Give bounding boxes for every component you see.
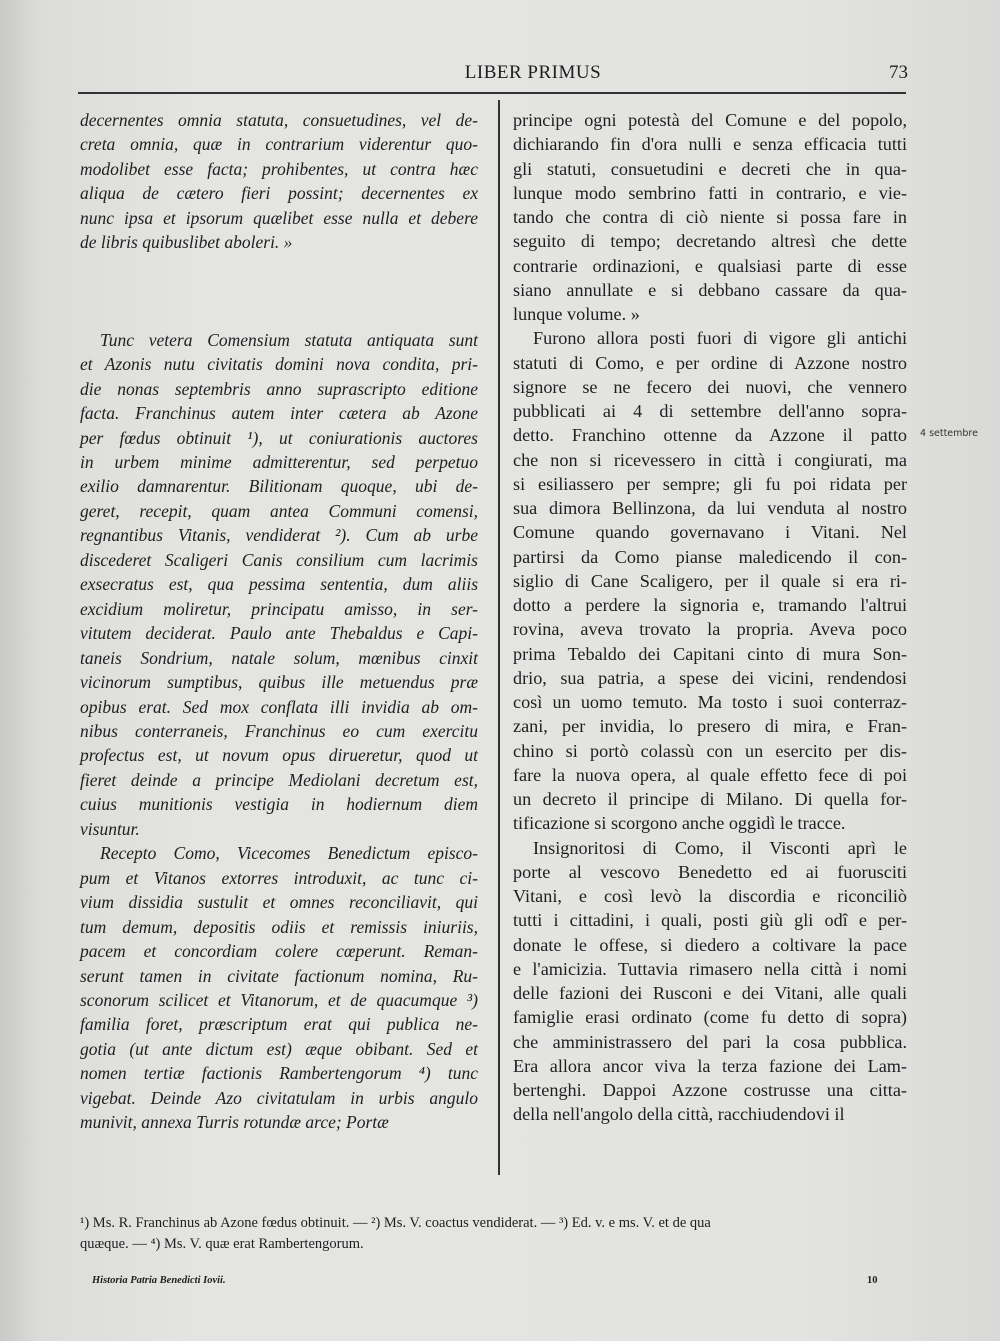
text-line: signore se ne fecero dei nuovi, che vennero [513,376,907,397]
text-line: detto. Franchino ottenne da Azzone il patto [513,425,907,446]
text-line: tutti i cittadini, i quali, posti giù gli odî e per- [513,910,907,931]
text-line: e l'amicizia. Tuttavia rimasero nella città i nomi [513,958,907,979]
header-rule [78,92,906,94]
text-line: vium dissidia sustulit et omnes reconciliavit, qui [80,892,478,913]
text-line: pum et Vitanos extorres introduxit, ac tunc ci- [80,867,478,888]
margin-note: 4 settembre [920,428,978,439]
text-line: modolibet esse facta; prohibentes, ut contra hæc [80,158,478,179]
text-line: vicinorum sumptibus, quibus ille metuendus præ [80,672,478,693]
text-line: zani, per invidia, lo presero di mira, e Fran- [513,716,907,737]
footer-signature-number: 10 [867,1275,878,1286]
text-line: della nell'angolo della città, racchiudendovi il [513,1104,845,1125]
latin-paragraph-2 [80,328,478,842]
text-line: tum demum, depositis odiis et remissis iniuriis, [80,916,478,937]
text-line: gli statuti, consuetudini e decreti che in qua- [513,158,907,179]
column-divider [498,100,500,1175]
text-line: exsecratus est, qua pessima sententia, dum aliis [80,574,478,595]
text-line: siano annullate e si debbano cassare da qua- [513,279,907,300]
text-line: donate le offese, si diedero a coltivare la pace [513,934,907,955]
text-line: chino si portò colassù con un esercito per dis- [513,740,907,761]
text-line: Era allora ancor viva la terza fazione dei Lam- [513,1055,907,1076]
footnote-line-1: ¹) Ms. R. Franchinus ab Azone fœdus obtinuit. — ²) Ms. V. coactus vendiderat. — ³) Ed. v. e ms. V. et de qua [80,1215,711,1231]
footnote-line-2: quæque. — ⁴) Ms. V. quæ erat Rambertengorum. [80,1236,364,1252]
text-line: excidium moliretur, principatu amisso, in ser- [80,598,478,619]
text-line: facta. Franchinus autem inter cætera ab Azone [80,403,478,424]
text-line: Vitani, e così levò la discordia e riconciliò [513,886,907,906]
text-line: prima Tebaldo dei Capitani cinto di mura Son- [513,643,907,664]
text-line: gotia (ut ante dictum est) æque obibant. Sed et [80,1038,478,1059]
text-line: partirsi da Como pianse maledicendo il con- [513,546,907,567]
running-head: LIBER PRIMUS [464,62,602,83]
text-line: opibus erat. Sed mox conflata illi invidia ab om- [80,696,478,717]
text-line: pacem et concordiam colere cœperunt. Reman- [80,941,478,962]
page-header [78,60,908,90]
text-line: Recepto Como, Vicecomes Benedictum episco- [100,843,478,864]
text-line: contrarie ordinazioni, e qualsiasi parte di esse [513,255,907,276]
text-line: pubblicati ai 4 di settembre dell'anno sopra- [513,401,907,421]
italian-paragraph-2 [513,326,907,835]
text-line: geret, recepit, quam antea Communi comensi, [80,500,478,521]
text-line: familia foret, præscriptum erat qui publica ne- [80,1014,478,1035]
paragraph-gap [80,255,478,328]
text-line: per fœdus obtinuit ¹), ut coniurationis auctores [80,427,478,448]
text-line: visuntur. [80,818,140,839]
text-line: et Azonis nutu civitatis domini nova condita, pri- [80,354,478,375]
footnotes [80,1213,906,1255]
text-line: dotto a perdere la signoria e, tramando l'altrui [513,595,907,615]
text-line: taneis Sondrium, natale solum, mœnibus cinxit [80,647,478,668]
text-line: Tunc vetera Comensium statuta antiquata sunt [100,329,478,350]
text-line: seguito di tempo; decretando altresì che dette [513,231,907,252]
text-line: principe ogni potestà del Comune e del popolo, [513,110,907,130]
text-line: Insignoritosi di Como, il Visconti aprì le [533,837,907,858]
text-line: nibus conterraneis, Franchinus eo cum exercitu [80,720,478,741]
text-line: un decreto il principe di Milano. Di quella for- [513,789,907,809]
text-line: vigebat. Deinde Azo civitatulam in urbis angulo [80,1087,478,1108]
text-line: Furono allora posti fuori di vigore gli antichi [533,328,907,349]
latin-paragraph-1 [80,108,478,255]
text-line: che amministrassero del pari la cosa pubblica. [513,1031,907,1052]
page-number: 73 [889,62,908,83]
latin-paragraph-3 [80,841,478,1134]
text-line: lunque modo sembrino fatti in contrario, e vie- [513,182,907,203]
text-line: discederet Scaligeri Canis consilium cum lacrimis [80,549,478,570]
text-line: sconorum scilicet et Vitanorum, et de quacumque ³) [80,989,478,1010]
text-line: bertenghi. Dappoi Azzone costrusse una citta- [513,1080,907,1100]
text-line: drio, sua patria, a spese dei vicini, rendendosi [513,667,907,688]
italian-column [513,108,907,1127]
text-line: aliqua de cætero fieri possint; decernentes ex [80,183,478,204]
text-line: decernentes omnia statuta, consuetudines, vel de- [80,110,478,130]
text-line: vitutem deciderat. Paulo ante Thebaldus e Capi- [80,623,478,644]
text-line: regnantibus Vitanis, vendiderat ²). Cum ab urbe [80,525,478,546]
text-line: sua dimora Bellinzona, da lui venduta al nostro [513,498,907,518]
text-line: nunc ipsa et ipsorum quælibet esse nulla et debere [80,207,478,228]
text-line: così un uomo temuto. Ma tosto i suoi conterraz- [513,692,907,712]
text-line: fieret deinde a principe Mediolani decretum est, [80,769,478,790]
text-line: die nonas septembris anno suprascripto editione [80,378,478,399]
text-line: porte al vescovo Benedetto ed ai fuorusciti [513,861,907,882]
text-line: rovina, aveva trovato la propria. Aveva poco [513,619,907,640]
text-line: si esiliassero per sempre; gli fu poi ridata per [513,473,907,494]
footer-signature: Historia Patria Benedicti Iovii. [92,1275,226,1286]
italian-paragraph-1 [513,108,907,326]
text-line: munivit, annexa Turris rotundæ arce; Portæ [80,1112,389,1133]
text-line: che non si ricevessero in città i congiurati, ma [513,449,907,470]
text-line: exilio damnarentur. Bilitionam quoque, ubi de- [80,476,478,497]
text-line: nomen tertiæ factionis Rambertengorum ⁴) tunc [80,1063,478,1084]
text-line: statuti di Como, e per ordine di Azzone nostro [513,352,907,373]
text-line: lunque volume. » [513,304,640,324]
text-line: de libris quibuslibet aboleri. » [80,232,293,253]
text-line: delle fazioni dei Rusconi e dei Vitani, alle quali [513,983,907,1003]
text-line: fare la nuova opera, al quale effetto fece di poi [513,764,907,785]
text-line: profectus est, ut novum opus dirueretur, quod ut [80,745,478,766]
text-line: siglio di Cane Scaligero, per il quale si era ri- [513,570,907,591]
text-line: serunt tamen in civitate factionum nomina, Ru- [80,965,478,986]
latin-column [80,108,478,1135]
text-line: in urbem minime admitterentur, sed perpetuo [80,451,478,472]
text-line: cuius munitionis vestigia in hodiernum diem [80,794,478,815]
text-line: famiglie erasi ordinato (come fu detto di sopra) [513,1007,907,1028]
italian-paragraph-3 [513,836,907,1127]
text-line: Comune quando governavano i Vitani. Nel [513,522,907,543]
text-line: tificazione si scorgono anche oggidì le tracce. [513,813,846,834]
text-line: dichiarando fin d'ora nulli e senza efficacia tutti [513,134,907,155]
text-line: creta omnia, quæ in contrarium viderentur quo- [80,134,478,155]
text-line: tando che contra di ciò niente si possa fare in [513,207,907,227]
